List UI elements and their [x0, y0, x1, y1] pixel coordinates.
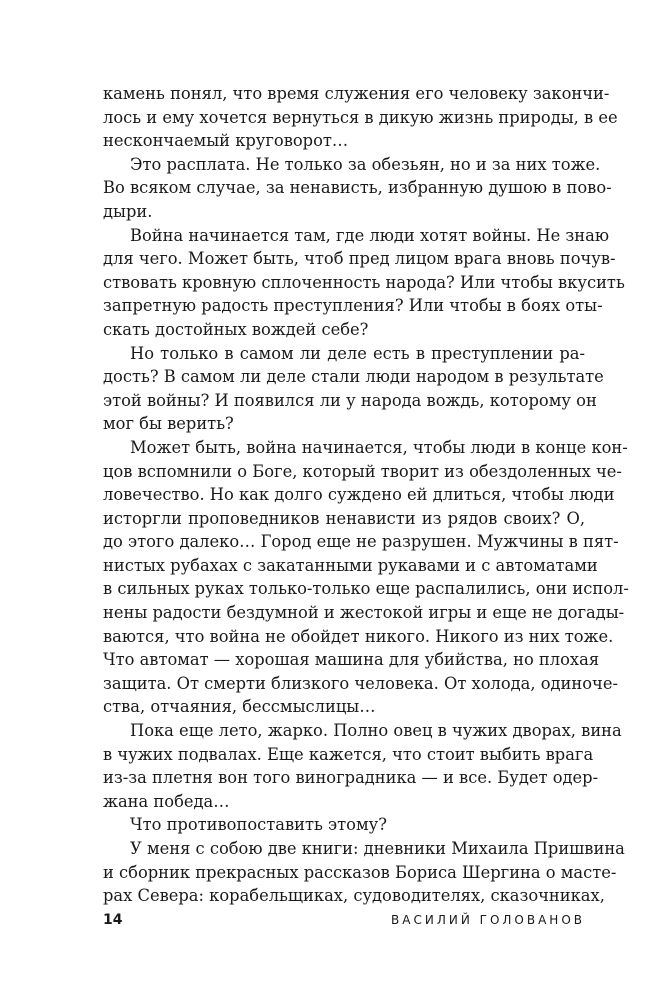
text-line: для чего. Может быть, чтоб пред лицом врага вновь почув- [103, 249, 616, 269]
text-line: ства, отчаяния, бессмыслицы… [103, 697, 376, 717]
text-line: нескончаемый круговорот… [103, 131, 349, 151]
text-line: Но только в самом ли деле есть в преступлении ра- [130, 343, 585, 363]
text-line: жана победа… [103, 791, 230, 811]
text-line: запретную радость преступления? Или чтобы в боях оты- [103, 296, 603, 316]
paragraph [103, 813, 585, 837]
text-line: и сборник прекрасных рассказов Бориса Шергина о масте- [103, 862, 617, 882]
text-line: ствовать кровную сплоченность народа? Или чтобы вкусить [103, 272, 625, 292]
text-line: Пока еще лето, жарко. Полно овец в чужих дворах, вина [130, 721, 622, 741]
paragraph [103, 224, 625, 342]
text-line: из-за плетня вон того виноградника — и все. Будет одер- [103, 768, 599, 788]
text-line: цов вспомнили о Боге, который творит из обездоленных че- [103, 461, 622, 481]
paragraph [103, 82, 618, 153]
text-line: Война начинается там, где люди хотят войны. Не знаю [130, 225, 610, 245]
text-line: исторгли проповедников ненависти из рядов своих? О, [103, 508, 585, 528]
text-line: У меня с собою две книги: дневники Михаила Пришвина [130, 839, 625, 858]
text-line: Что автомат — хорошая машина для убийства, но плохая [103, 650, 600, 670]
text-line: ловечество. Но как долго суждено ей длиться, чтобы люди [103, 485, 615, 505]
text-line: защита. От смерти близкого человека. От холода, одиноче- [103, 673, 618, 693]
text-line: рах Севера: корабельщиках, судоводителях, сказочниках, [103, 886, 605, 906]
paragraph [103, 342, 604, 436]
text-line: ваются, что война не обойдет никого. Никого из них тоже. [103, 626, 614, 646]
paragraph [103, 719, 622, 813]
text-line: Что противопоставить этому? [130, 815, 387, 835]
text-line: до этого далеко… Город еще не разрушен. Мужчины в пят- [103, 532, 619, 552]
text-line: в чужих подвалах. Еще кажется, что стоит выбить врага [103, 744, 594, 764]
text-line: Может быть, война начинается, чтобы люди в конце кон- [130, 437, 628, 457]
text-line: дыри. [103, 201, 153, 221]
page-number: 14 [103, 912, 123, 928]
page-footer [103, 912, 585, 930]
text-line: нистых рубахах с закатанными рукавами и с автоматами [103, 555, 598, 575]
text-line: дость? В самом ли деле стали люди народом в результате [103, 367, 604, 387]
paragraph [103, 436, 629, 719]
running-head-author: ВАСИЛИЙ ГОЛОВАНОВ [391, 913, 585, 927]
text-line: мог бы верить? [103, 414, 234, 434]
text-line: в сильных руках только-только еще распалились, они испол- [103, 579, 629, 599]
paragraph [103, 837, 625, 908]
paragraph [103, 153, 612, 224]
text-line: скать достойных вождей себе? [103, 319, 369, 339]
body-text [103, 82, 629, 908]
text-line: Это расплата. Не только за обезьян, но и за них тоже. [130, 154, 601, 174]
text-line: нены радости бездумной и жестокой игры и еще не догады- [103, 603, 625, 623]
text-line: камень понял, что время служения его человеку закончи- [103, 84, 610, 103]
text-line: лось и ему хочется вернуться в дикую жизнь природы, в ее [103, 107, 618, 127]
text-line: этой войны? И появился ли у народа вождь, которому он [103, 390, 597, 410]
text-line: Во всяком случае, за ненависть, избранную душою в пово- [103, 178, 612, 198]
